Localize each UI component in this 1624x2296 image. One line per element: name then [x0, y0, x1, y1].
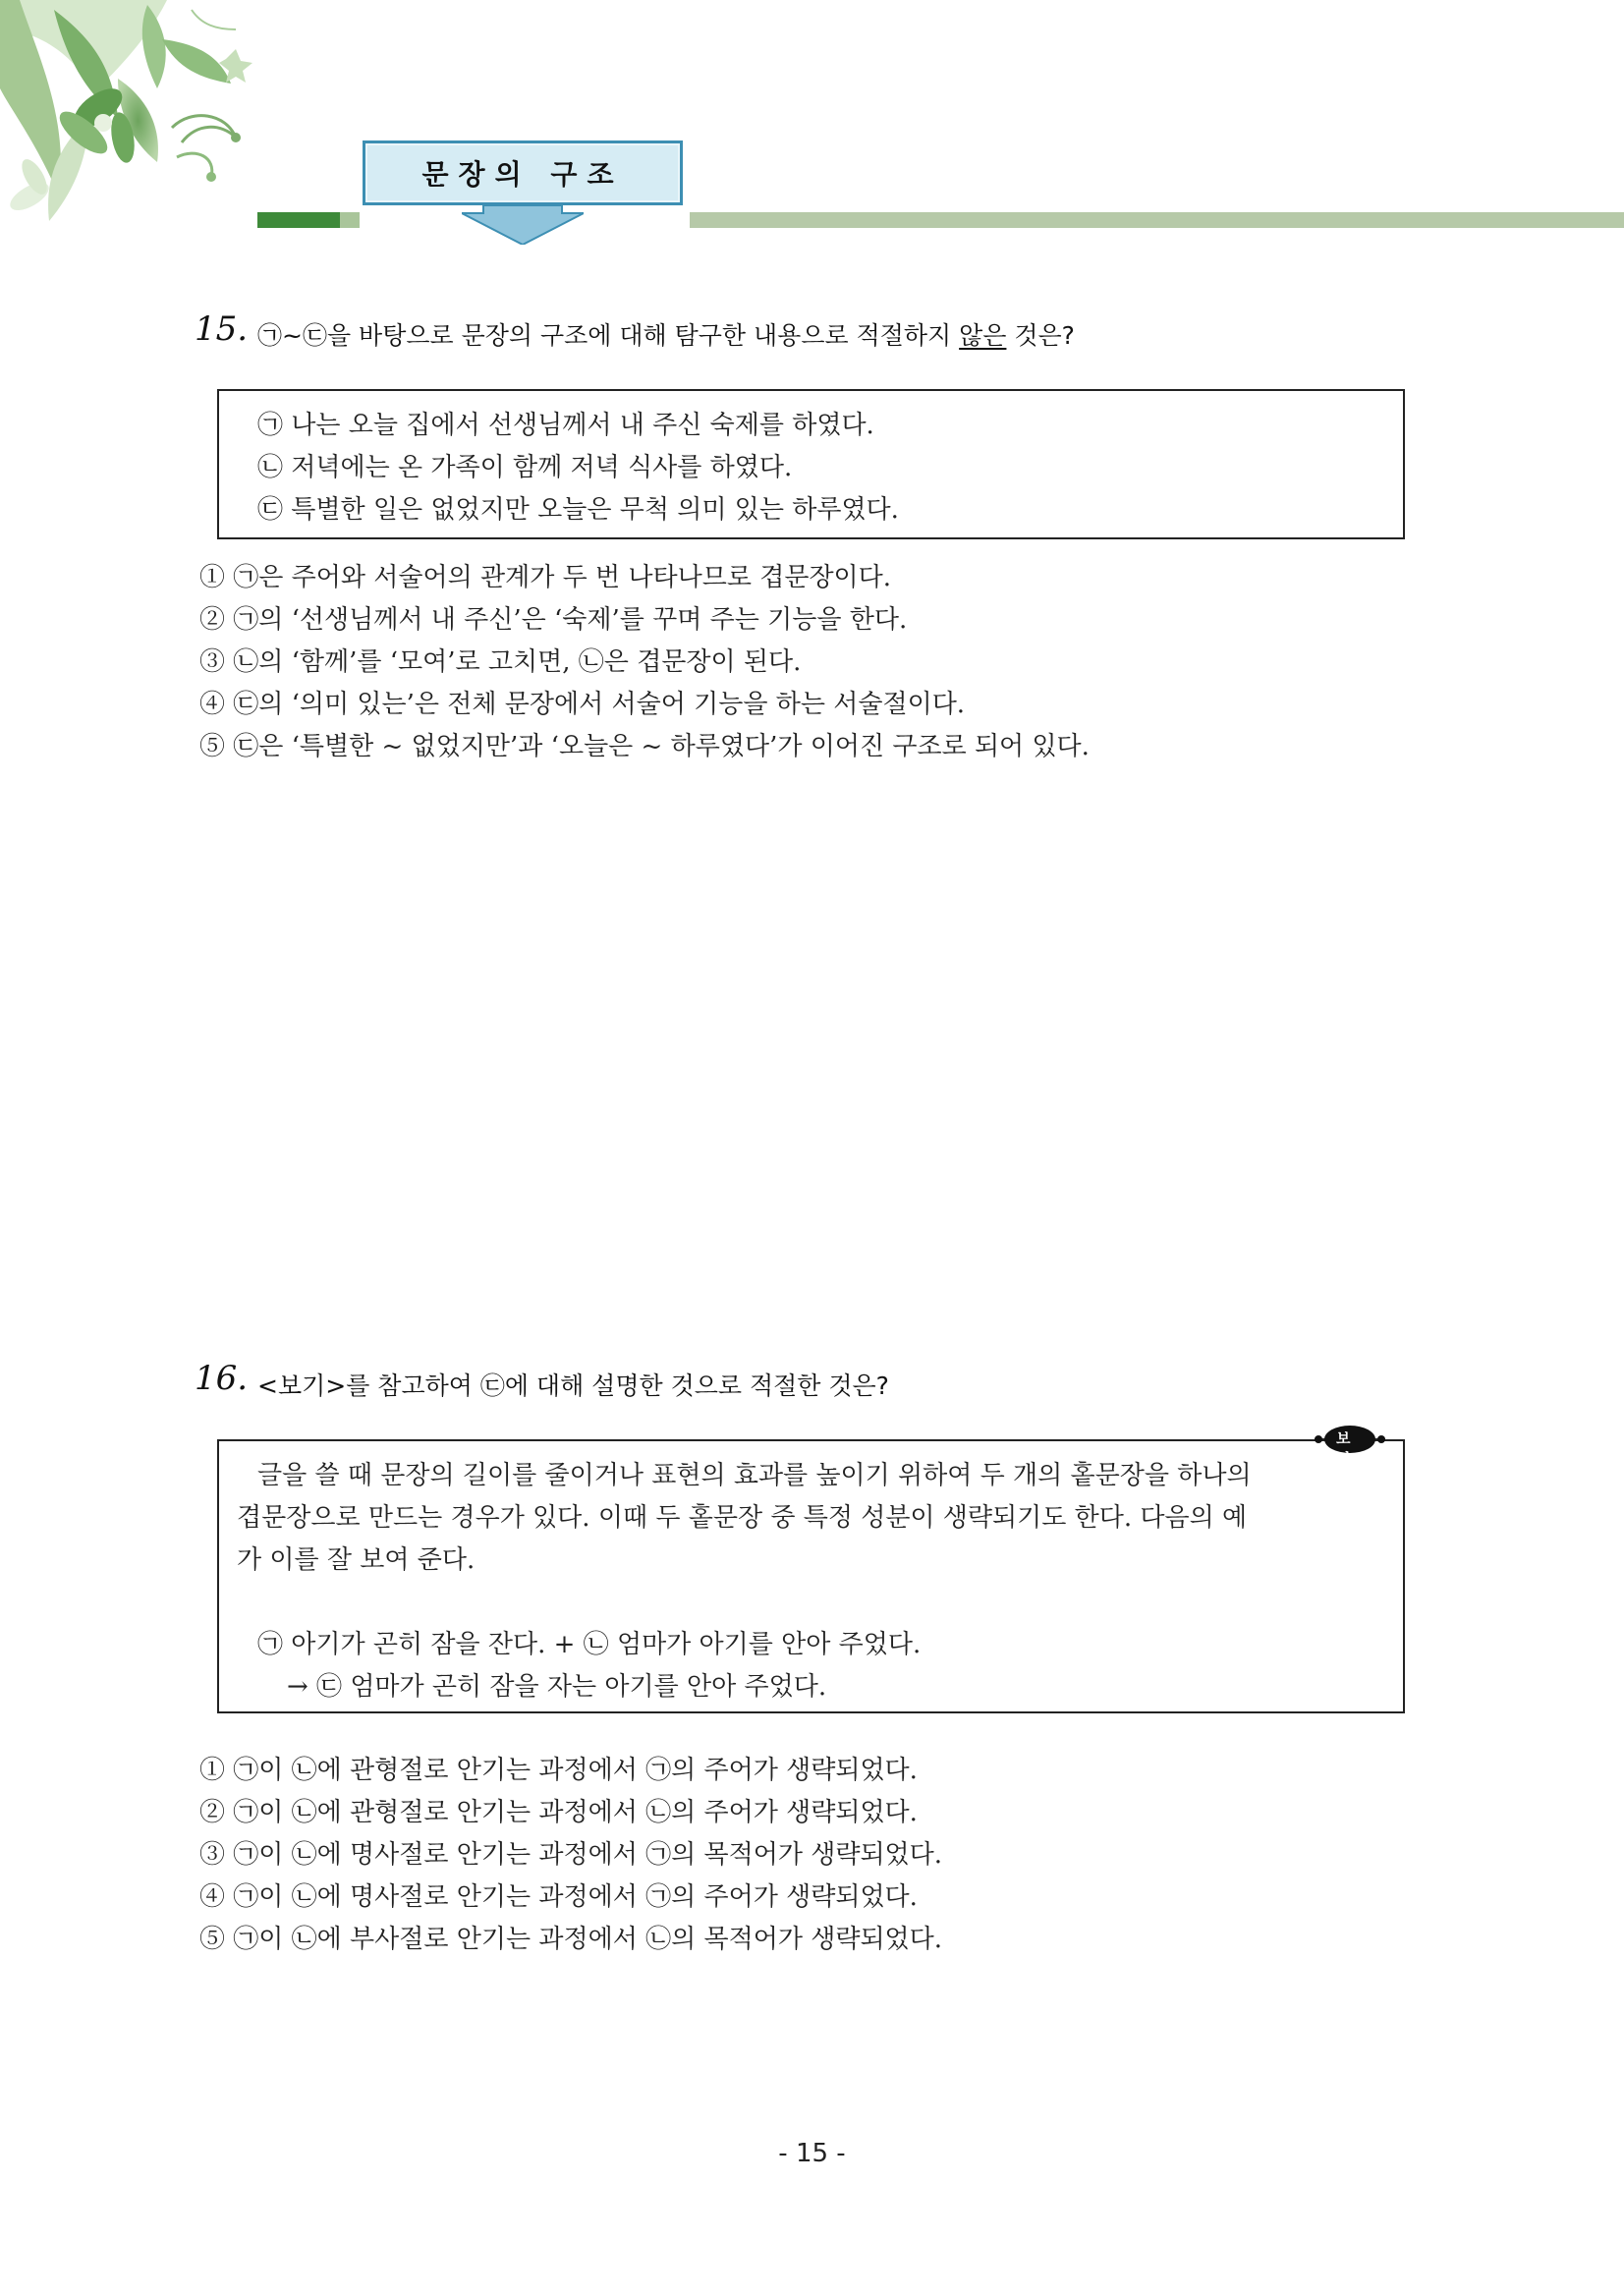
question-15-stem-part2: 것은?: [1006, 321, 1075, 350]
question-15-number: 15.: [195, 309, 249, 349]
question-16-example-line-2: → ㉢ 엄마가 곤히 잠을 자는 아기를 안아 주었다.: [287, 1672, 827, 1702]
question-16-example-line-1: ㉠ 아기가 곤히 잠을 잔다. + ㉡ 엄마가 아기를 안아 주었다.: [257, 1630, 922, 1659]
question-15-stem-underlined: 않은: [959, 321, 1007, 350]
question-15-stem-part1: ㉠~㉢을 바탕으로 문장의 구조에 대해 탐구한 내용으로 적절하지: [257, 321, 960, 350]
header-bar-light: [340, 212, 360, 228]
question-16-bogi-line: 겹문장으로 만드는 경우가 있다. 이때 두 홑문장 중 특정 성분이 생략되기도 한다. 다음의 예: [237, 1503, 1248, 1533]
question-15-option-5[interactable]: ⑤ ㉢은 ‘특별한 ~ 없었지만’과 ‘오늘은 ~ 하루였다’가 이어진 구조로 되어 있다.: [199, 732, 1090, 761]
question-16-option-1[interactable]: ① ㉠이 ㉡에 관형절로 안기는 과정에서 ㉠의 주어가 생략되었다.: [199, 1756, 918, 1785]
question-16-number: 16.: [195, 1359, 249, 1398]
question-16-option-3[interactable]: ③ ㉠이 ㉡에 명사절로 안기는 과정에서 ㉠의 목적어가 생략되었다.: [199, 1840, 943, 1870]
title-arrow-icon: [462, 205, 584, 245]
question-15-option-3[interactable]: ③ ㉡의 ‘함께’를 ‘모여’로 고치면, ㉡은 겹문장이 된다.: [199, 647, 802, 677]
header-bar-right: [690, 212, 1624, 228]
question-15-passage-line: ㉢ 특별한 일은 없었지만 오늘은 무척 의미 있는 하루였다.: [257, 495, 899, 525]
question-15-option-1[interactable]: ① ㉠은 주어와 서술어의 관계가 두 번 나타나므로 겹문장이다.: [199, 563, 892, 592]
question-15-option-4[interactable]: ④ ㉢의 ‘의미 있는’은 전체 문장에서 서술어 기능을 하는 서술절이다.: [199, 690, 966, 719]
question-15-stem: [257, 316, 1075, 352]
header-bar-dark: [257, 212, 340, 228]
question-16-bogi-line: 가 이를 잘 보여 준다.: [237, 1545, 476, 1575]
question-15-passage-line: ㉡ 저녁에는 온 가족이 함께 저녁 식사를 하였다.: [257, 453, 793, 482]
section-title-text: 문장의 구조: [421, 158, 624, 191]
question-15-passage-line: ㉠ 나는 오늘 집에서 선생님께서 내 주신 숙제를 하였다.: [257, 411, 874, 440]
question-16-stem: <보기>를 참고하여 ㉢에 대해 설명한 것으로 적절한 것은?: [257, 1372, 889, 1400]
section-title: [363, 140, 683, 205]
question-16-option-5[interactable]: ⑤ ㉠이 ㉡에 부사절로 안기는 과정에서 ㉡의 목적어가 생략되었다.: [199, 1925, 943, 1954]
bogi-tag-label: 보기: [1336, 1429, 1352, 1468]
question-16-bogi-line: 글을 쓸 때 문장의 길이를 줄이거나 표현의 효과를 높이기 위하여 두 개의 홑문장을 하나의: [257, 1461, 1252, 1490]
question-15-option-2[interactable]: ② ㉠의 ‘선생님께서 내 주신’은 ‘숙제’를 꾸며 주는 기능을 한다.: [199, 605, 908, 635]
leaf-decoration-image: [0, 0, 255, 231]
page-number: - 15 -: [778, 2139, 846, 2168]
question-16-option-2[interactable]: ② ㉠이 ㉡에 관형절로 안기는 과정에서 ㉡의 주어가 생략되었다.: [199, 1798, 918, 1827]
question-16-option-4[interactable]: ④ ㉠이 ㉡에 명사절로 안기는 과정에서 ㉠의 주어가 생략되었다.: [199, 1882, 918, 1912]
bogi-tag: [1315, 1425, 1366, 1468]
